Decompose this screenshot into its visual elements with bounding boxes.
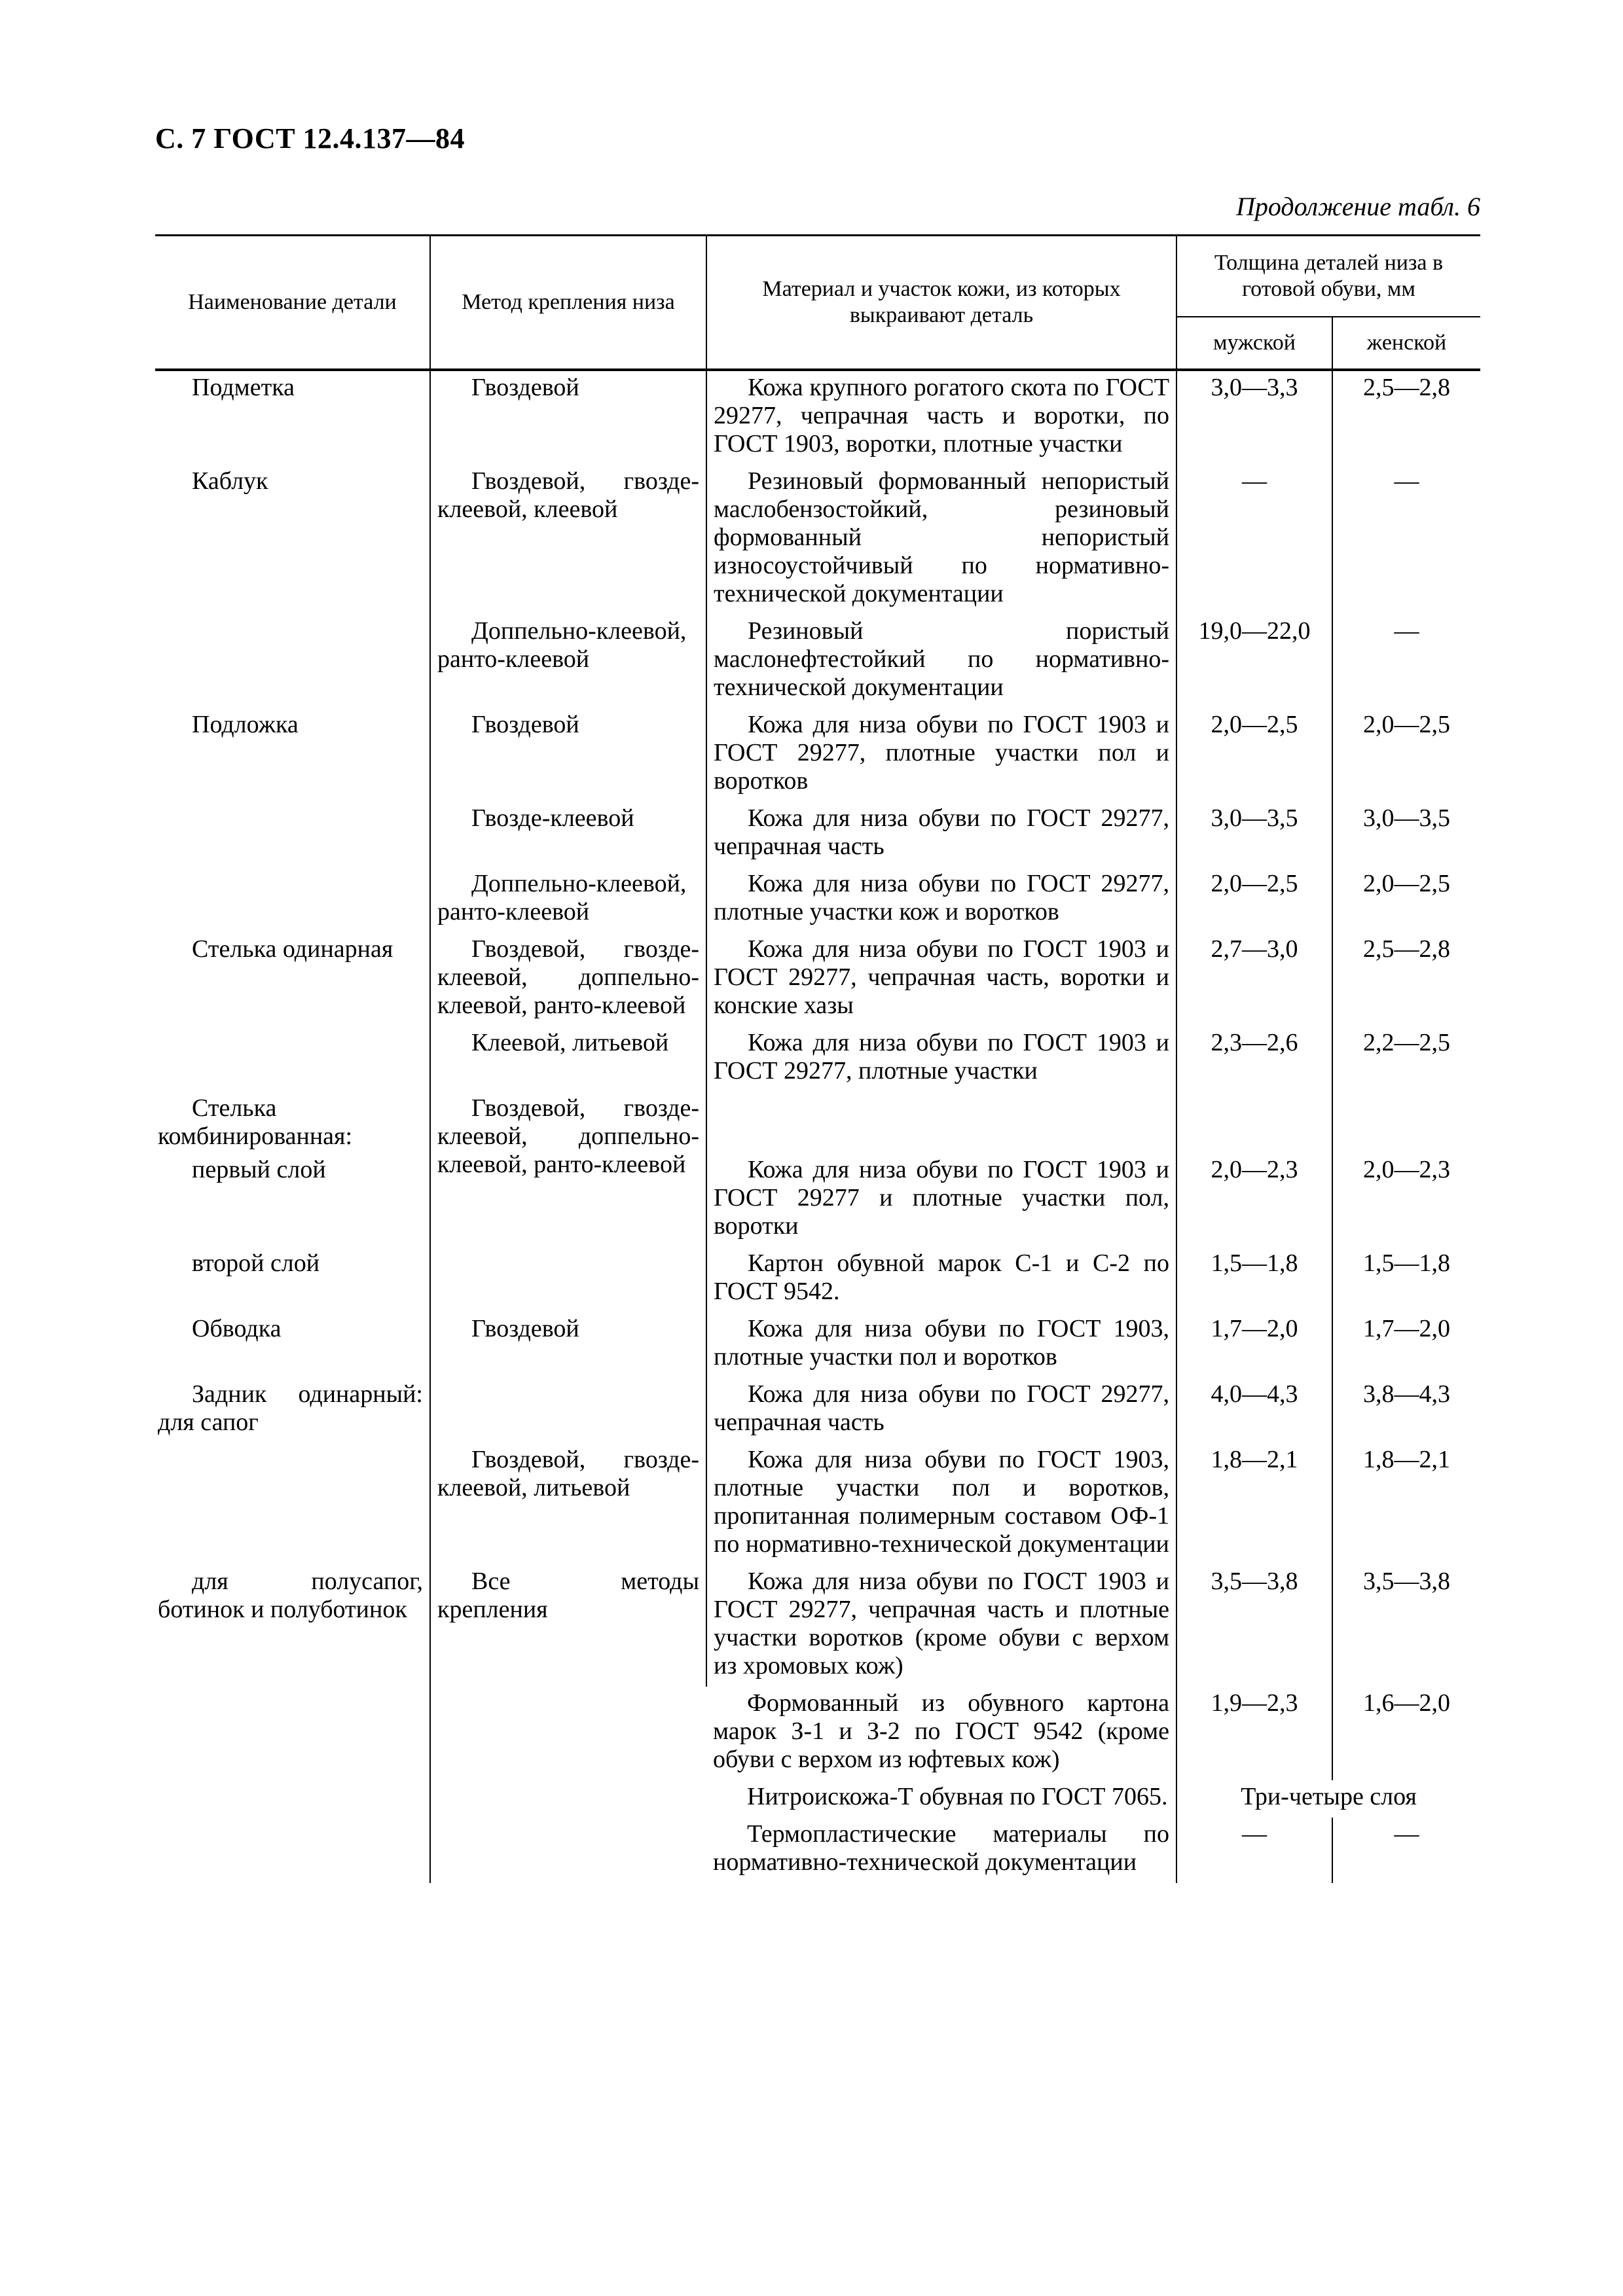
fastening-method: Гвоздевой <box>471 1315 579 1342</box>
fastening-method: Клеевой, литьевой <box>471 1029 669 1056</box>
material: Кожа для низа обуви по ГОСТ 29277, плотные участки кож и воротков <box>714 870 1169 925</box>
thickness-female: 2,0—2,5 <box>1332 708 1480 802</box>
table-row <box>155 370 1480 465</box>
part-name: Стелька комбинированная: <box>158 1094 353 1150</box>
part-name: Подложка <box>192 711 299 738</box>
thickness-male: 4,0—4,3 <box>1176 1378 1332 1443</box>
part-name: Стелька одинарная <box>192 935 393 963</box>
material: Резиновый формованный непористый маслобензостойкий, резиновый формованный непористый износоустойчивый по нормативно-технической документации <box>714 467 1169 607</box>
thickness-male: 3,5—3,8 <box>1176 1565 1332 1687</box>
material: Кожа для низа обуви по ГОСТ 1903 и ГОСТ 29277 и плотные участки пол, воротки <box>714 1156 1169 1240</box>
thickness-female: 2,0—2,3 <box>1332 1153 1480 1247</box>
header-method: Метод крепления низа <box>430 236 706 370</box>
thickness-female: 1,6—2,0 <box>1332 1687 1480 1780</box>
material: Кожа для низа обуви по ГОСТ 1903 и ГОСТ 29277, плотные участки <box>714 1029 1169 1085</box>
fastening-method: Гвоздевой, гвозде-клеевой, доппельно-клеевой, ранто-клеевой <box>437 935 699 1019</box>
thickness-male: — <box>1176 465 1332 615</box>
fastening-method: Гвоздевой, гвозде-клеевой, клеевой <box>437 467 699 523</box>
table-row <box>155 1565 1480 1687</box>
material: Кожа для низа обуви по ГОСТ 1903 и ГОСТ 29277, чепрачная часть, воротки и конские хазы <box>714 935 1169 1019</box>
thickness-male: 3,0—3,3 <box>1176 370 1332 465</box>
thickness-female: 2,0—2,5 <box>1332 867 1480 933</box>
material: Кожа для низа обуви по ГОСТ 29277, чепрачная часть <box>714 804 1169 860</box>
thickness-male: 1,9—2,3 <box>1176 1687 1332 1780</box>
material: Резиновый пористый маслонефтестойкий по нормативно-технической документации <box>714 617 1169 701</box>
thickness-male: 1,7—2,0 <box>1176 1312 1332 1378</box>
header-material: Материал и участок кожи, из которых выкраивают деталь <box>706 236 1176 370</box>
header-female: женской <box>1332 317 1480 370</box>
material: Кожа крупного рогатого скота по ГОСТ 29277, чепрачная часть и воротки, по ГОСТ 1903, воротки, плотные участки <box>714 374 1169 457</box>
table-row <box>155 1443 1480 1565</box>
table-row <box>155 1247 1480 1312</box>
thickness-female: — <box>1332 615 1480 708</box>
thickness-female: 1,8—2,1 <box>1332 1443 1480 1565</box>
fastening-method: Гвоздевой <box>471 374 579 401</box>
material: Кожа для низа обуви по ГОСТ 1903, плотные участки пол и воротков, пропитанная полимерным составом ОФ-1 по нормативно-технической документации <box>714 1446 1169 1558</box>
fastening-method: Все методы крепления <box>437 1568 699 1623</box>
table-row <box>155 802 1480 867</box>
thickness-female: 3,8—4,3 <box>1332 1378 1480 1443</box>
table-row <box>155 867 1480 933</box>
thickness-male: 1,8—2,1 <box>1176 1443 1332 1565</box>
fastening-method: Гвоздевой, гвозде-клеевой, литьевой <box>437 1446 699 1501</box>
thickness-female: — <box>1332 465 1480 615</box>
fastening-method: Гвоздевой, гвозде-клеевой, доппельно-клеевой, ранто-клеевой <box>437 1094 699 1178</box>
material: Термопластические материалы по нормативно-технической документации <box>713 1820 1169 1876</box>
page-header: С. 7 ГОСТ 12.4.137—84 <box>155 122 465 154</box>
thickness-female: 3,5—3,8 <box>1332 1565 1480 1687</box>
header-thickness: Толщина деталей низа в готовой обуви, мм <box>1176 236 1480 317</box>
material: Нитроискожа-Т обувная по ГОСТ 7065. <box>747 1783 1168 1810</box>
table-row <box>155 1026 1480 1092</box>
table-row <box>155 1378 1480 1443</box>
material: Кожа для низа обуви по ГОСТ 1903 и ГОСТ 29277, плотные участки пол и воротков <box>714 711 1169 795</box>
thickness-female: 3,0—3,5 <box>1332 802 1480 867</box>
thickness-female: 2,2—2,5 <box>1332 1026 1480 1092</box>
header-name: Наименование детали <box>155 236 430 370</box>
thickness-male: 2,0—2,5 <box>1176 708 1332 802</box>
thickness-male: 2,0—2,3 <box>1176 1153 1332 1247</box>
thickness-male: 2,3—2,6 <box>1176 1026 1332 1092</box>
fastening-method: Гвоздевой <box>471 711 579 738</box>
thickness-male: — <box>1176 1818 1332 1883</box>
thickness-female: 2,5—2,8 <box>1332 933 1480 1026</box>
table-row <box>155 615 1480 708</box>
table-row <box>155 1153 1480 1247</box>
thickness-female: 1,7—2,0 <box>1332 1312 1480 1378</box>
material: Картон обувной марок С-1 и С-2 по ГОСТ 9542. <box>714 1249 1169 1305</box>
part-name: для полусапог, ботинок и полуботинок <box>158 1568 423 1623</box>
thickness-male: 2,0—2,5 <box>1176 867 1332 933</box>
table-caption: Продолжение табл. 6 <box>1235 192 1480 221</box>
table-row <box>155 708 1480 802</box>
table-row <box>155 933 1480 1026</box>
thickness-male: 2,7—3,0 <box>1176 933 1332 1026</box>
part-name: первый слой <box>192 1156 326 1183</box>
fastening-method: Доппельно-клеевой, ранто-клеевой <box>437 870 687 925</box>
table-row <box>155 1312 1480 1378</box>
material: Кожа для низа обуви по ГОСТ 1903, плотные участки пол и воротков <box>714 1315 1169 1371</box>
fastening-method: Доппельно-клеевой, ранто-клеевой <box>437 617 687 673</box>
specification-table <box>155 234 1480 1883</box>
material: Кожа для низа обуви по ГОСТ 29277, чепрачная часть <box>714 1380 1169 1436</box>
part-name: второй слой <box>192 1249 320 1277</box>
table-row <box>155 1092 1480 1153</box>
table-row <box>155 465 1480 615</box>
thickness-female: 1,5—1,8 <box>1332 1247 1480 1312</box>
part-name: Обводка <box>192 1315 282 1342</box>
thickness-male: 3,0—3,5 <box>1176 802 1332 867</box>
part-name: Каблук <box>192 467 268 495</box>
material: Кожа для низа обуви по ГОСТ 1903 и ГОСТ 29277, чепрачная часть и плотные участки воротков (кроме обуви с верхом из хромовых кож) <box>714 1568 1169 1679</box>
thickness-male: 19,0—22,0 <box>1176 615 1332 708</box>
thickness-female: 2,5—2,8 <box>1332 370 1480 465</box>
fastening-method: Гвозде-клеевой <box>471 804 634 832</box>
material: Формованный из обувного картона марок З-1 и З-2 по ГОСТ 9542 (кроме обуви с верхом из юфтевых кож) <box>713 1689 1169 1773</box>
header-male: мужской <box>1176 317 1332 370</box>
part-name: Задник одинарный: для сапог <box>158 1380 423 1436</box>
thickness-male: 1,5—1,8 <box>1176 1247 1332 1312</box>
thickness-female: — <box>1332 1818 1480 1883</box>
part-name: Подметка <box>192 374 295 401</box>
thickness-both: Три-четыре слоя <box>1176 1780 1480 1818</box>
